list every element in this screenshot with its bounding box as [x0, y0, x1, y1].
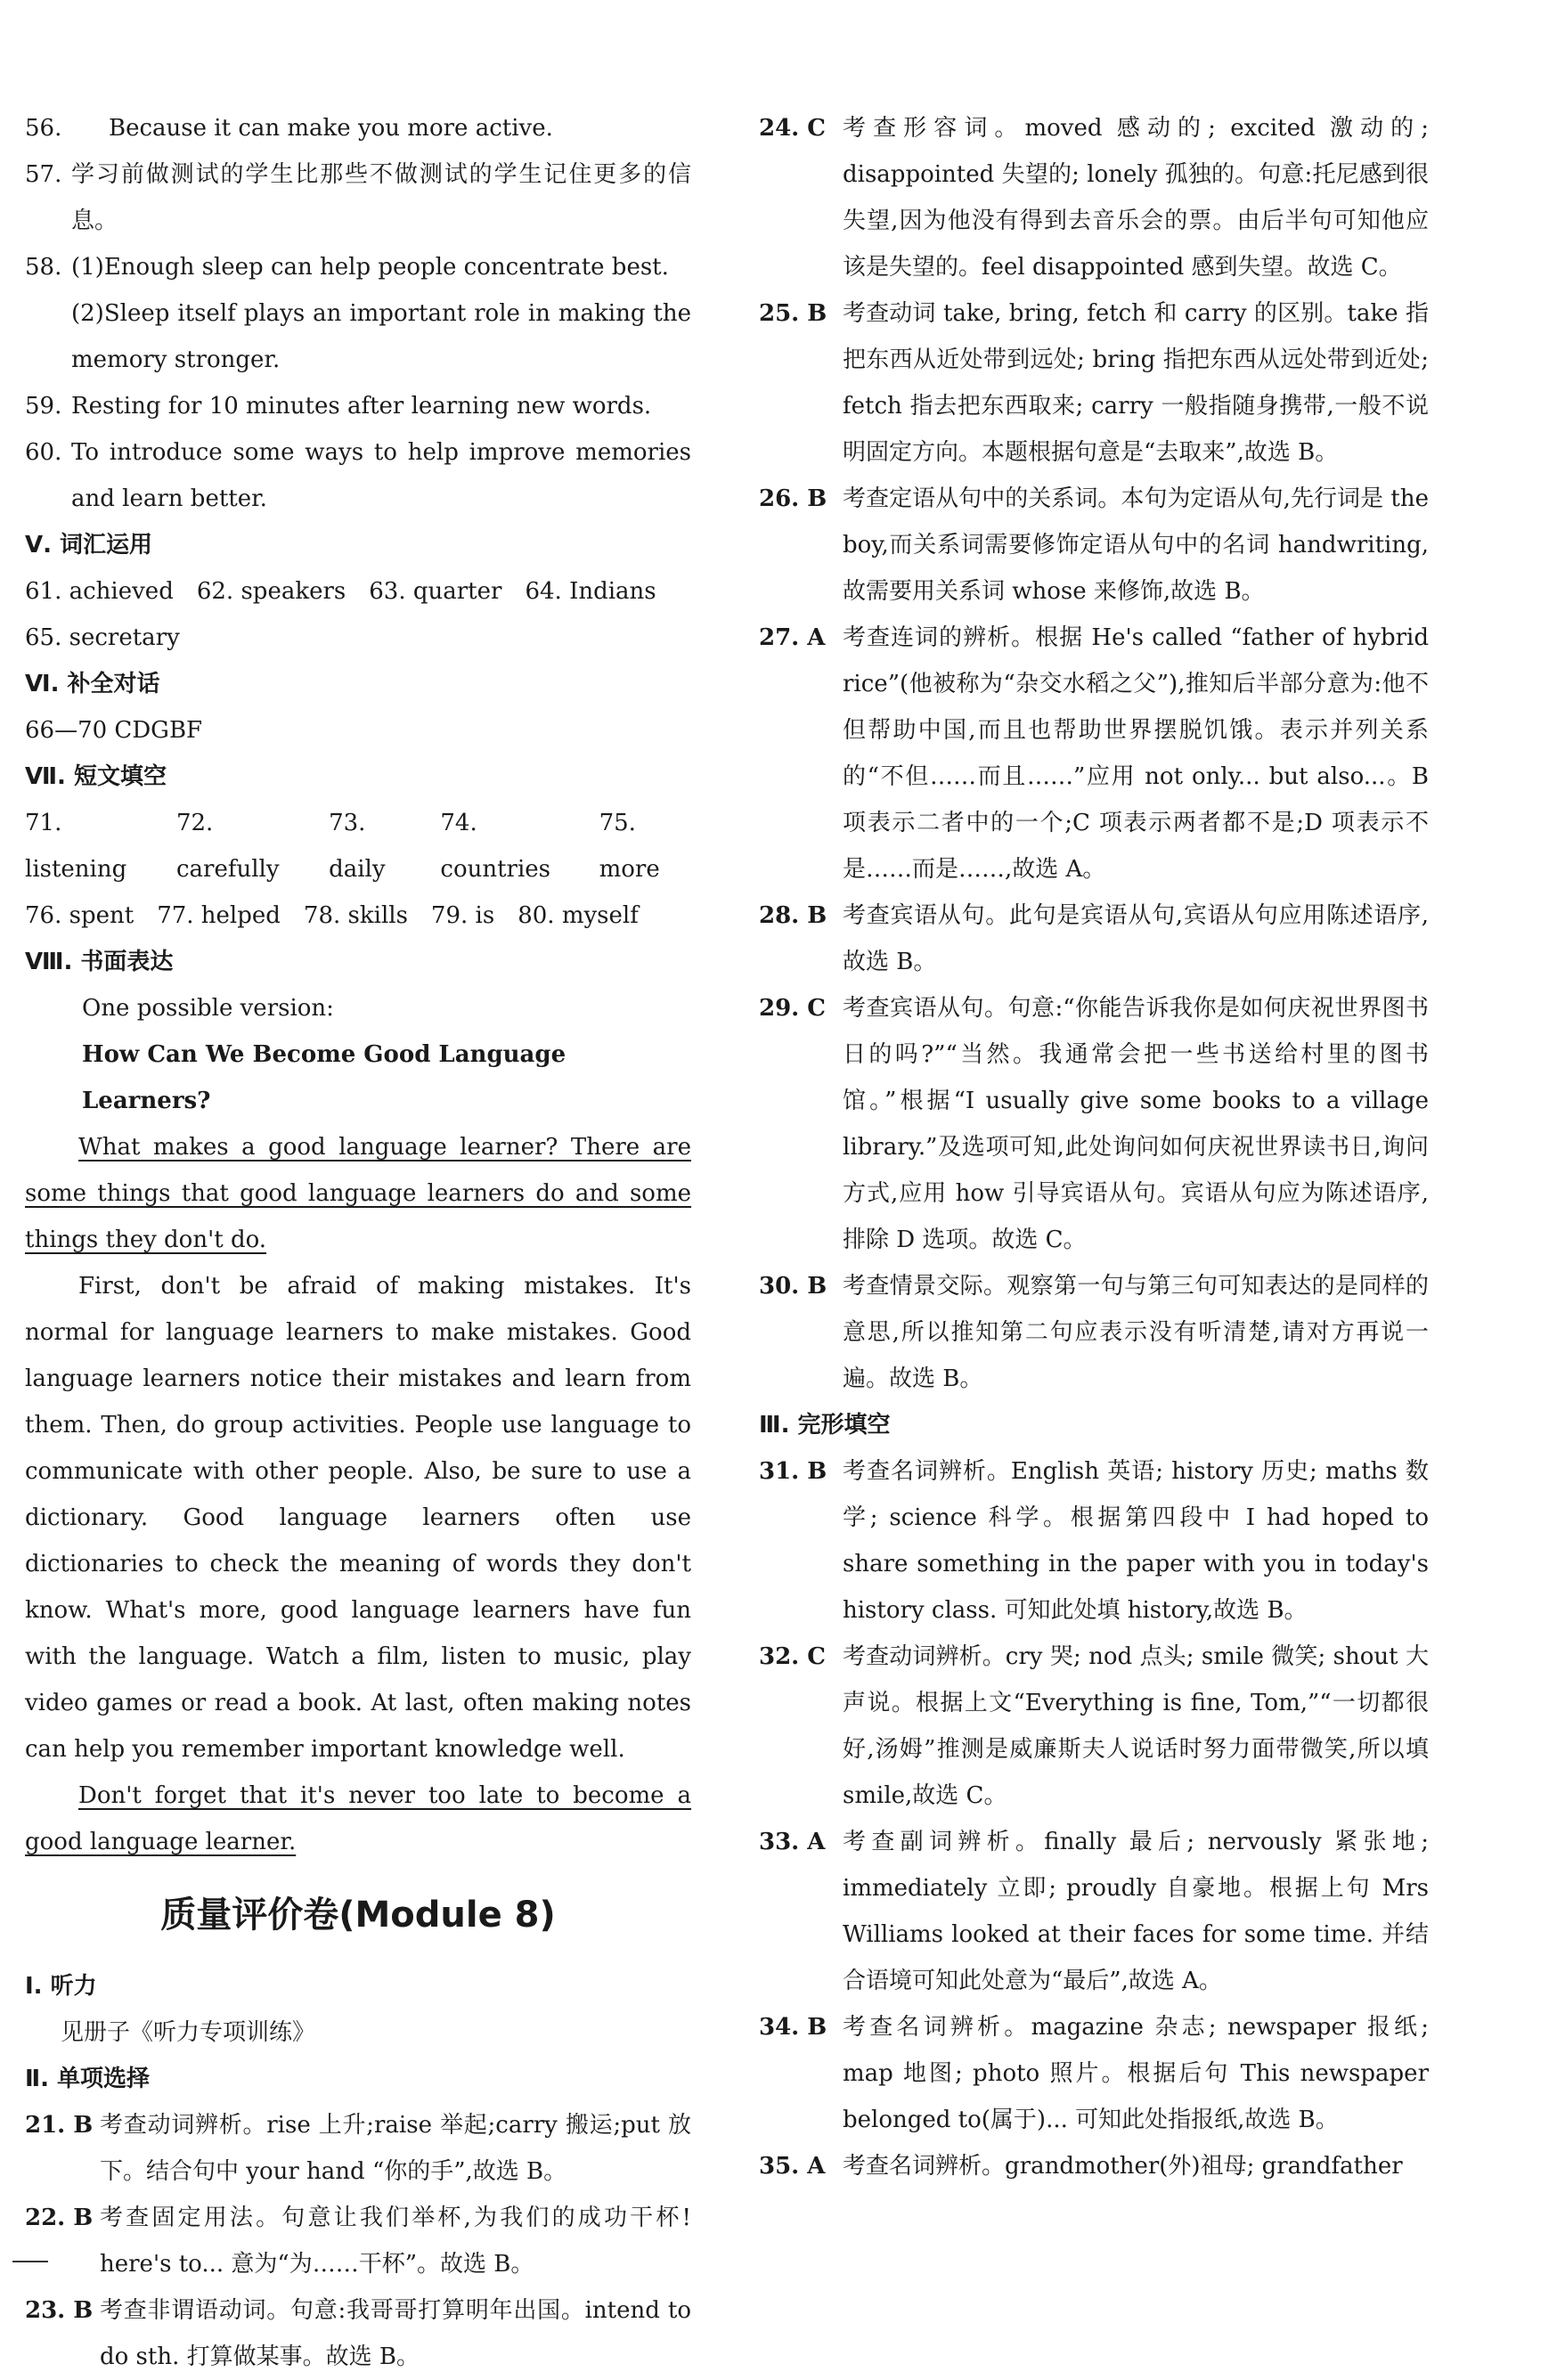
- answer-22: 22. B 考查固定用法。句意让我们举杯,为我们的成功干杯! here's to... 意为“为……干杯”。故选 B。: [25, 2205, 691, 2278]
- module-title: 质量评价卷(Module 8): [160, 1895, 556, 1936]
- answer-25: 25. B 考查动词 take, bring, fetch 和 carry 的区别。take 指把东西从近处带到远处; bring 指把东西从远处带到近处; fetch 指去把东西取来; carry 一般指随身携带,一般不说明固定方向。本题根据句意是“去取来”,故选 B。: [759, 300, 1429, 466]
- answer-60: 60. To introduce some ways to help improve memories and learn better.: [25, 439, 691, 512]
- answer-58: 58. (1)Enough sleep can help people concentrate best.: [25, 254, 669, 281]
- section-5-row-2: 65. secretary: [25, 624, 180, 651]
- section-5-heading: Ⅴ. 词汇运用: [25, 532, 153, 558]
- section-6-answer: 66—70 CDGBF: [25, 717, 203, 744]
- answer-23: 23. B 考查非谓语动词。句意:我哥哥打算明年出国。intend to do sth. 打算做某事。故选 B。: [25, 2297, 691, 2370]
- section-3-heading: Ⅲ. 完形填空: [759, 1412, 891, 1439]
- section-1-note: 见册子《听力专项训练》: [61, 2019, 316, 2046]
- answer-30: 30. B 考查情景交际。观察第一句与第三句可知表达的是同样的意思,所以推知第二句应表示没有听清楚,请对方再说一遍。故选 B。: [759, 1273, 1429, 1392]
- section-6-heading: Ⅵ. 补全对话: [25, 671, 160, 697]
- answer-29: 29. C 考查宾语从句。句意:“你能告诉我你是如何庆祝世界图书日的吗?”“当然。我通常会把一些书送给村里的图书馆。”根据“I usually give some books to a village library.”及选项可知,此处询问如何庆祝世界读书日,询问方式,应用 how 引导宾语从句。宾语从句应为陈述语序,排除 D 选项。故选 C。: [759, 995, 1429, 1253]
- section-8-heading: Ⅷ. 书面表达: [25, 949, 174, 975]
- answer-21: 21. B 考查动词辨析。rise 上升;raise 举起;carry 搬运;put 放下。结合句中 your hand “你的手”,故选 B。: [25, 2112, 691, 2185]
- essay-paragraph-1: What makes a good language learner? There are some things that good language learners do and some things they don't do.: [25, 1134, 691, 1253]
- section-2-heading: Ⅱ. 单项选择: [25, 2066, 151, 2092]
- essay-title: How Can We Become Good Language Learners?: [82, 1041, 566, 1114]
- answer-31: 31. B 考查名词辨析。English 英语; history 历史; maths 数学; science 科学。根据第四段中 I had hoped to share something in the paper with you in today's history class. 可知此处填 history,故选 B。: [759, 1458, 1429, 1624]
- answer-24: 24. C 考查形容词。moved 感动的; excited 激动的; disappointed 失望的; lonely 孤独的。句意:托尼感到很失望,因为他没有得到去音乐会的票。由后半句可知他应该是失望的。feel disappointed 感到失望。故选 C。: [759, 115, 1429, 281]
- essay-paragraph-3: Don't forget that it's never too late to become a good language learner.: [25, 1782, 691, 1855]
- essay-intro: One possible version:: [82, 995, 334, 1022]
- essay-paragraph-2: First, don't be afraid of making mistakes. It's normal for language learners to make mistakes. Good language learners notice their mistakes and learn from them. Then, do group activities. People use language to communicate with other people. Also, be sure to use a dictionary. Good language learners often use dictionaries to check the meaning of words they don't know. What's more, good language learners have fun with the language. Watch a film, listen to music, play video games or read a book. At last, often making notes can help you remember important knowledge well.: [25, 1273, 691, 1763]
- answer-35: 35. A 考查名词辨析。grandmother(外)祖母; grandfather: [759, 2153, 1403, 2180]
- right-column: [759, 105, 1429, 2189]
- answer-56: 56. Because it can make you more active.: [25, 115, 553, 142]
- answer-57: 57. 学习前做测试的学生比那些不做测试的学生记住更多的信息。: [25, 161, 691, 234]
- section-1-heading: Ⅰ. 听力: [25, 1973, 97, 2000]
- section-7-row-2: 76. spent 77. helped 78. skills 79. is 80. myself: [25, 902, 639, 929]
- answer-34: 34. B 考查名词辨析。magazine 杂志; newspaper 报纸; map 地图; photo 照片。根据后句 This newspaper belonged to(属于)... 可知此处指报纸,故选 B。: [759, 2014, 1429, 2133]
- answer-28: 28. B 考查宾语从句。此句是宾语从句,宾语从句应用陈述语序,故选 B。: [759, 902, 1429, 975]
- answer-27: 27. A 考查连词的辨析。根据 He's called “father of hybrid rice”(他被称为“杂交水稻之父”),推知后半部分意为:他不但帮助中国,而且也帮助世界摆脱饥饿。表示并列关系的“不但……而且……”应用 not only... but also...。B 项表示二者中的一个;C 项表示两者都不是;D 项表示不是……而是……,故选 A。: [759, 624, 1429, 883]
- page-corner-rule: [12, 2261, 48, 2262]
- section-5-row-1: 61. achieved 62. speakers 63. quarter 64. Indians: [25, 578, 656, 605]
- left-column: [25, 105, 691, 2380]
- section-7-heading: Ⅶ. 短文填空: [25, 763, 167, 790]
- answer-33: 33. A 考查副词辨析。finally 最后; nervously 紧张地; immediately 立即; proudly 自豪地。根据上句 Mrs Williams looked at their faces for some time. 并结合语境可知此处意为“最后”,故选 A。: [759, 1829, 1429, 1994]
- answer-26: 26. B 考查定语从句中的关系词。本句为定语从句,先行词是 the boy,而关系词需要修饰定语从句中的名词 handwriting,故需要用关系词 whose 来修饰,故选 B。: [759, 485, 1429, 605]
- section-7-row-1: 71. listening 72. carefully 73. daily 74. countries 75. more: [25, 810, 660, 883]
- answer-32: 32. C 考查动词辨析。cry 哭; nod 点头; smile 微笑; shout 大声说。根据上文“Everything is fine, Tom,”“一切都很好,汤姆”推测是威廉斯夫人说话时努力面带微笑,所以填 smile,故选 C。: [759, 1643, 1429, 1809]
- answer-58-2: (2)Sleep itself plays an important role in making the memory stronger.: [71, 300, 691, 373]
- answer-59: 59. Resting for 10 minutes after learning new words.: [25, 393, 652, 420]
